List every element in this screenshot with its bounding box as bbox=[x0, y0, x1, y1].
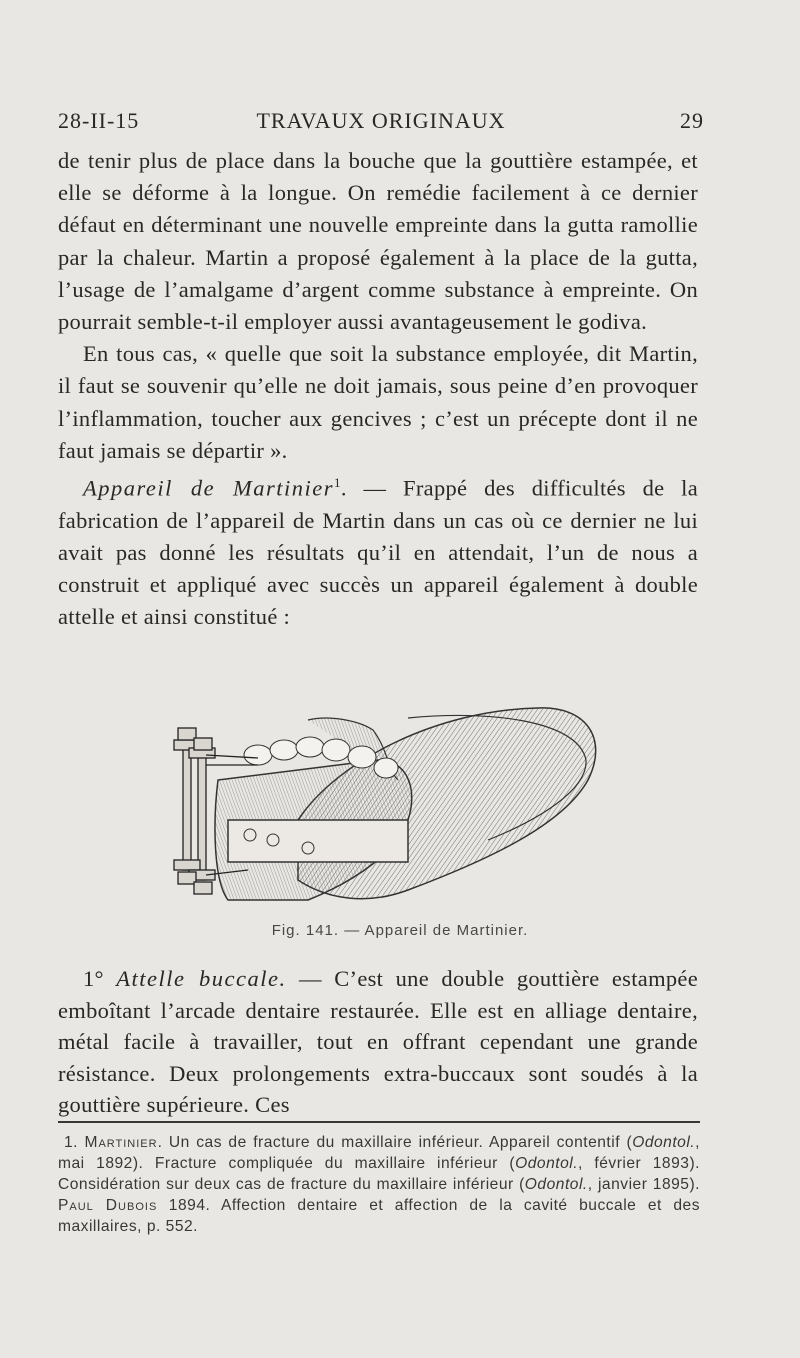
footnote bbox=[58, 1132, 700, 1237]
section-paragraph bbox=[58, 963, 698, 1121]
footnote-text-2: , mai 1892). Fracture compliquée du maxillaire inférieur ( bbox=[58, 1134, 700, 1172]
footnote-paragraph bbox=[58, 1132, 700, 1237]
journal-3: Odontol. bbox=[524, 1176, 588, 1193]
page-number: 29 bbox=[680, 108, 704, 133]
running-title: TRAVAUX ORIGINAUX bbox=[256, 108, 506, 133]
section-number: 1° bbox=[83, 966, 104, 991]
running-header bbox=[58, 108, 704, 138]
paragraph-2: En tous cas, « quelle que soit la substance employée, dit Martin, il faut se souvenir qu’elle ne doit jamais, sous peine d’en provoquer l’inflammation, toucher aux gencives ; c’est un précepte dont il ne faut jamais se départir ». bbox=[58, 341, 698, 463]
footnote-text-4: , janvier 1895). bbox=[587, 1176, 700, 1193]
paragraph-1: de tenir plus de place dans la bouche que la gouttière estampée, et elle se déforme à la longue. On remédie facilement à ce dernier défaut en déterminant une nouvelle empreinte dans la gutta ramollie par la chaleur. Martin a proposé également à la place de la gutta, l’usage de l’amalgame d’argent comme substance à empreinte. On pourrait semble-t-il employer aussi avantageusement le godiva. bbox=[58, 148, 698, 335]
footnote-author-1: Martinier bbox=[84, 1134, 158, 1151]
footnote-text-5: 1894. Affection dentaire et affection de la cavité buccale et des maxillaires, p. 552. bbox=[58, 1197, 700, 1235]
footnote-author-2: Paul Dubois bbox=[58, 1197, 158, 1214]
header-date: 28-II-15 bbox=[58, 108, 140, 133]
main-text bbox=[58, 145, 698, 634]
retaining-band bbox=[228, 820, 408, 862]
footnote-text-3: , février 1893). Considération sur deux cas de fracture du maxillaire inférieur ( bbox=[58, 1155, 700, 1193]
appareil-heading: Appareil de Martinier bbox=[83, 475, 335, 501]
section-text bbox=[58, 963, 698, 1121]
section-body: — C’est une double gouttière estampée emboîtant l’arcade dentaire restaurée. Elle est en alliage dentaire, métal facile à travailler, tout en offrant cependant une grande résistance. Deux prolongements extra-buccaux sont soudés à la gouttière supérieure. Ces bbox=[58, 966, 698, 1117]
journal-2: Odontol. bbox=[515, 1155, 579, 1172]
paragraph-3-text: . — Frappé des difficultés de la fabrication de l’appareil de Martin dans un cas où ce dernier ne lui avait pas donné les résultats qu’il en attendait, l’un de nous a construit et appliqué avec succès un appareil également à double attelle et ainsi constitué : bbox=[58, 475, 698, 630]
journal-1: Odontol. bbox=[632, 1134, 696, 1151]
figure-caption: Fig. 141. — Appareil de Martinier. bbox=[271, 922, 529, 939]
footnote-text-1: . Un cas de fracture du maxillaire inférieur. Appareil contentif ( bbox=[157, 1134, 633, 1151]
paragraph-3 bbox=[58, 467, 698, 634]
footnote-number: 1. bbox=[64, 1134, 79, 1151]
appliance-illustration bbox=[158, 700, 610, 912]
footnote-ref: 1 bbox=[334, 475, 341, 491]
section-heading: Attelle buccale. bbox=[116, 966, 287, 991]
footnote-rule bbox=[58, 1121, 700, 1123]
